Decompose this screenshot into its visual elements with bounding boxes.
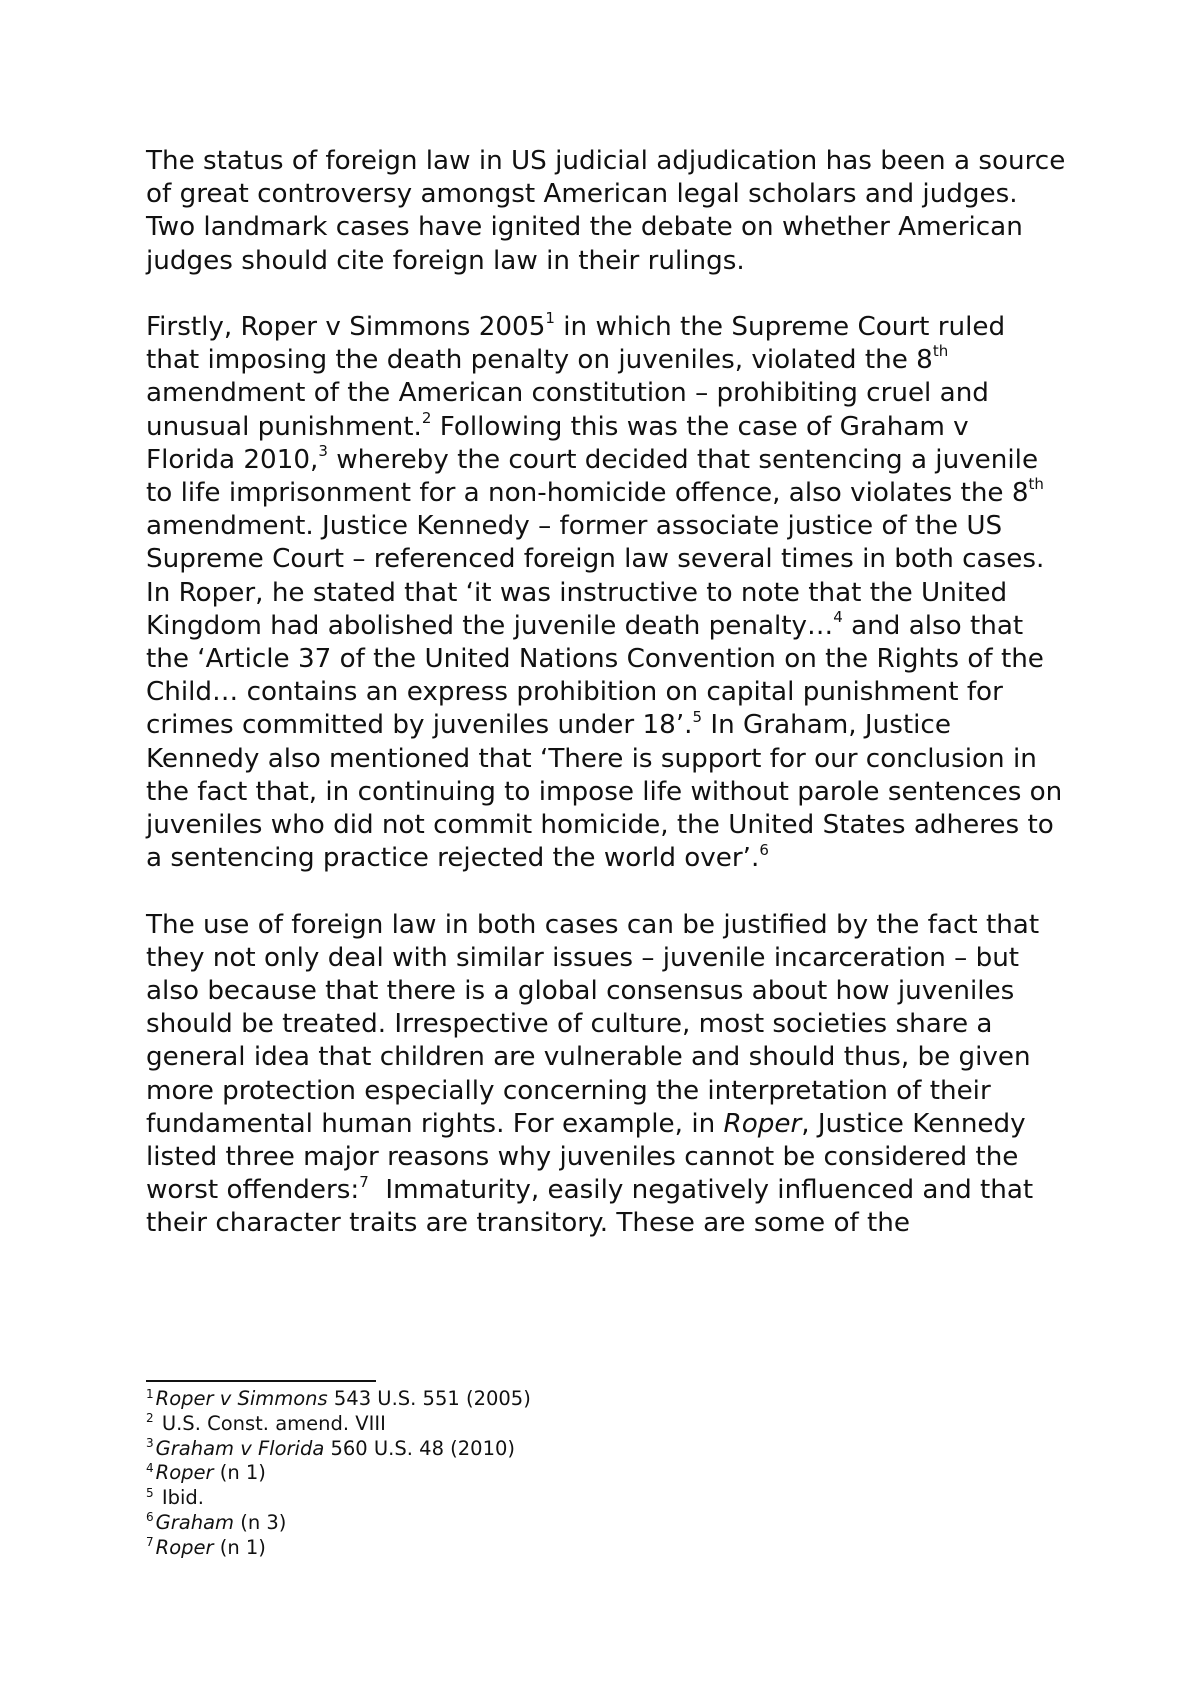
footnote-case-title: Roper — [155, 1535, 214, 1559]
footnote-number: 2 — [146, 1411, 154, 1426]
footnotes-section — [146, 1387, 1046, 1561]
paragraph-intro-text: The status of foreign law in US judicial adjudication has been a source of great controversy amongst American legal scholars and judges. Two landmark cases have ignited the debate on whether American judges should cite foreign law in their rulings. — [146, 146, 1066, 276]
footnote-separator — [146, 1380, 376, 1382]
footnote-case-title: Graham — [155, 1510, 235, 1534]
paragraph-justification-text-3: Immaturity, easily negatively influenced and that their character traits are transitory. These are some of the — [146, 1175, 1042, 1239]
paragraph-justification-text-1: The use of foreign law in both cases can be justified by the fact that they not only deal with similar issues – juvenile incarceration – but also because that there is a global consensus about how juveniles should be treated. Irrespective of culture, most societies share a general idea that children are vulnerable and should thus, be given more protection especially concerning the interpretation of their fundamental human rights. For example, in — [146, 909, 1040, 1139]
footnote-citation: (n 3) — [234, 1510, 287, 1534]
paragraph-cases — [146, 311, 1066, 875]
footnote-number: 1 — [146, 1386, 154, 1401]
footnote-number: 4 — [146, 1460, 154, 1475]
paragraph-cases-text-6: amendment. Justice Kennedy – former associate justice of the US Supreme Court – referenced foreign law several times in both cases. In Roper, he stated that ‘it was instructive to note that the United Kingdom had abolished the juvenile death penalty… — [146, 511, 1045, 641]
paragraph-cases-text-7: and also that the ‘Article 37 of the United Nations Convention on the Rights of the Child… contains an express prohibition on capital punishment for crimes committed by juveniles under 18’. — [146, 610, 1044, 741]
footnote-number: 6 — [146, 1510, 154, 1525]
footnote — [146, 1412, 1046, 1437]
paragraph-cases-text-4: Following this was the case of Graham v Florida 2010, — [146, 411, 969, 475]
paragraph-intro — [146, 145, 1066, 278]
footnote-number: 5 — [146, 1485, 154, 1500]
footnote-ref-4[interactable]: 4 — [833, 608, 843, 627]
ordinal-suffix: th — [1028, 475, 1044, 494]
footnote-ref-1[interactable]: 1 — [545, 309, 555, 328]
footnote — [146, 1536, 1046, 1561]
footnote-ref-6[interactable]: 6 — [759, 840, 769, 859]
footnote-case-title: Roper v Simmons — [155, 1387, 328, 1410]
footnote-ref-3[interactable]: 3 — [318, 442, 328, 461]
footnote-citation: 543 U.S. 551 (2005) — [327, 1387, 531, 1410]
footnote-citation: (n 1) — [213, 1535, 266, 1559]
footnote-citation: U.S. Const. amend. VIII — [155, 1411, 386, 1435]
paragraph-justification-text-2: , Justice Kennedy listed three major reasons why juveniles cannot be considered the worst offenders: — [146, 1108, 1026, 1206]
footnote-citation: Ibid. — [155, 1486, 204, 1510]
footnote-case-title: Roper — [155, 1461, 214, 1485]
footnote-number: 3 — [146, 1436, 154, 1451]
paragraph-cases-text-8: In Graham, Justice Kennedy also mentioned that ‘There is support for our conclusion in the fact that, in continuing to impose life without parole sentences on juveniles who did not commit homicide, the United States adheres to a sentencing practice rejected the world over’. — [146, 710, 1063, 874]
footnote — [146, 1511, 1046, 1536]
footnote-ref-2[interactable]: 2 — [421, 408, 432, 427]
footnote — [146, 1387, 1046, 1412]
paragraph-justification — [146, 909, 1066, 1241]
ordinal-suffix: th — [932, 342, 949, 361]
footnote — [146, 1461, 1046, 1486]
footnote-citation: (n 1) — [213, 1461, 266, 1485]
paragraph-cases-text-1: Firstly, Roper v Simmons 2005 — [146, 312, 546, 342]
footnote-citation: 560 U.S. 48 (2010) — [324, 1436, 516, 1460]
footnote-ref-5[interactable]: 5 — [692, 707, 703, 726]
footnote — [146, 1437, 1046, 1462]
case-name-italic: Roper — [723, 1108, 802, 1139]
footnote-case-title: Graham v Florida — [155, 1436, 325, 1460]
paragraph-cases-text-3: amendment of the American constitution – prohibiting cruel and unusual punishment. — [146, 378, 989, 442]
paragraph-cases-text-2: in which the Supreme Court ruled that imposing the death penalty on juveniles, violated the 8 — [146, 312, 1006, 376]
main-body-text — [146, 145, 1066, 1241]
paragraph-cases-text-5: whereby the court decided that sentencing a juvenile to life imprisonment for a non-homicide offence, also violates the 8 — [146, 444, 1039, 509]
footnote-ref-7[interactable]: 7 — [359, 1172, 369, 1191]
footnote — [146, 1486, 1046, 1511]
footnote-number: 7 — [146, 1535, 154, 1550]
